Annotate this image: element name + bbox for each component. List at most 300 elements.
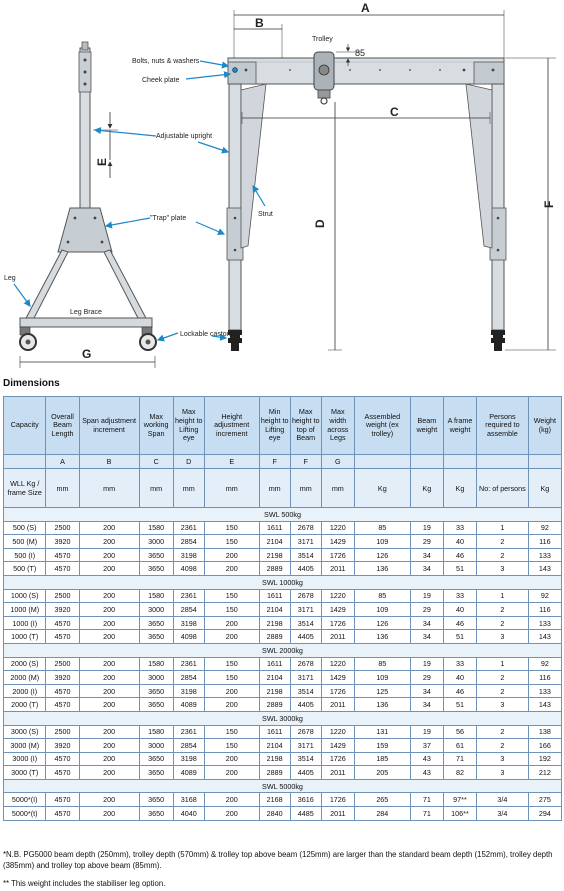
table-row — [4, 535, 562, 549]
table-row — [4, 630, 562, 644]
table-cell: 71 — [410, 793, 443, 807]
table-cell: 1580 — [139, 725, 173, 739]
header-max-working-span: Max working Span — [139, 397, 173, 455]
table-cell: 2854 — [173, 535, 204, 549]
table-cell: 3168 — [173, 793, 204, 807]
group-title: SWL 5000kg — [4, 779, 562, 793]
group-header-row — [4, 575, 562, 589]
group-title: SWL 1000kg — [4, 575, 562, 589]
table-cell: 40 — [443, 535, 476, 549]
table-cell: 143 — [528, 698, 561, 712]
table-cell: 2678 — [290, 657, 321, 671]
table-cell: 138 — [528, 725, 561, 739]
table-cell: 200 — [204, 793, 259, 807]
table-cell: 136 — [354, 630, 410, 644]
table-cell: 1726 — [321, 684, 354, 698]
table-cell: 2678 — [290, 521, 321, 535]
table-cell: 2011 — [321, 766, 354, 780]
table-cell: 4570 — [46, 630, 79, 644]
table-cell: 106** — [443, 807, 476, 821]
header-beam-weight: Beam weight — [410, 397, 443, 455]
table-cell: 200 — [79, 725, 139, 739]
callout-trap-plate: "Trap" plate — [150, 215, 187, 222]
table-cell: 3650 — [139, 698, 173, 712]
table-cell: 3171 — [290, 671, 321, 685]
table-cell: 29 — [410, 603, 443, 617]
table-cell: 150 — [204, 589, 259, 603]
unit-persons: No: of persons — [477, 469, 529, 508]
group-header-row — [4, 508, 562, 522]
table-cell: 200 — [204, 752, 259, 766]
table-cell: 3000 — [139, 671, 173, 685]
table-cell: 4089 — [173, 698, 204, 712]
table-cell: 1000 (T) — [4, 630, 46, 644]
table-cell: 4098 — [173, 630, 204, 644]
table-cell: 159 — [354, 739, 410, 753]
table-cell: 200 — [204, 562, 259, 576]
dim-label-d: D — [313, 219, 327, 228]
table-cell: 200 — [79, 698, 139, 712]
table-cell: 3000 (T) — [4, 766, 46, 780]
table-cell: 200 — [79, 562, 139, 576]
letter-cell: E — [204, 455, 259, 469]
table-cell: 200 — [204, 684, 259, 698]
table-cell: 2500 — [46, 657, 79, 671]
table-cell: 3514 — [290, 616, 321, 630]
table-row — [4, 793, 562, 807]
table-cell: 2500 — [46, 589, 79, 603]
table-row — [4, 671, 562, 685]
dim-label-f: F — [542, 200, 556, 208]
table-cell: 116 — [528, 671, 561, 685]
table-cell: 2889 — [259, 562, 290, 576]
table-cell: 143 — [528, 562, 561, 576]
table-cell: 33 — [443, 521, 476, 535]
dim-label-e: E — [95, 157, 109, 166]
table-cell: 85 — [354, 589, 410, 603]
table-cell: 2889 — [259, 698, 290, 712]
table-cell: 2 — [477, 616, 529, 630]
table-cell: 29 — [410, 671, 443, 685]
table-cell: 4570 — [46, 684, 79, 698]
header-overall-beam-length: Overall Beam Length — [46, 397, 79, 455]
header-assembled-weight: Assembled weight (ex trolley) — [354, 397, 410, 455]
table-cell: 3000 (S) — [4, 725, 46, 739]
table-cell: 3 — [477, 766, 529, 780]
letter-cell-blank — [528, 455, 561, 469]
unit-mm: mm — [139, 469, 173, 508]
table-cell: 34 — [410, 684, 443, 698]
table-cell: 136 — [354, 562, 410, 576]
table-cell: 109 — [354, 671, 410, 685]
dimensions-heading: Dimensions — [3, 378, 60, 389]
letter-cell-blank — [477, 455, 529, 469]
table-cell: 2198 — [259, 684, 290, 698]
table-cell: 3198 — [173, 616, 204, 630]
table-cell: 4570 — [46, 793, 79, 807]
unit-kg: Kg — [354, 469, 410, 508]
header-max-height-beam: Max height to top of Beam — [290, 397, 321, 455]
dimensions-table — [3, 396, 562, 821]
table-cell: 1220 — [321, 725, 354, 739]
table-cell: 19 — [410, 521, 443, 535]
table-cell: 34 — [410, 698, 443, 712]
table-cell: 3650 — [139, 630, 173, 644]
table-cell: 4570 — [46, 752, 79, 766]
table-cell: 2854 — [173, 739, 204, 753]
table-cell: 200 — [79, 603, 139, 617]
table-cell: 3000 — [139, 739, 173, 753]
table-cell: 1580 — [139, 589, 173, 603]
table-cell: 1429 — [321, 739, 354, 753]
table-cell: 4485 — [290, 807, 321, 821]
table-cell: 2000 (M) — [4, 671, 46, 685]
table-cell: 212 — [528, 766, 561, 780]
table-cell: 2 — [477, 671, 529, 685]
table-row — [4, 603, 562, 617]
table-cell: 3650 — [139, 807, 173, 821]
table-cell: 1611 — [259, 521, 290, 535]
group-title: SWL 500kg — [4, 508, 562, 522]
table-cell: 46 — [443, 616, 476, 630]
table-cell: 2011 — [321, 630, 354, 644]
table-cell: 205 — [354, 766, 410, 780]
table-cell: 51 — [443, 698, 476, 712]
table-cell: 1580 — [139, 521, 173, 535]
table-cell: 200 — [79, 616, 139, 630]
table-cell: 2198 — [259, 616, 290, 630]
table-cell: 1726 — [321, 616, 354, 630]
table-row — [4, 766, 562, 780]
table-cell: 97** — [443, 793, 476, 807]
table-cell: 2854 — [173, 603, 204, 617]
table-cell: 3000 (M) — [4, 739, 46, 753]
table-row — [4, 657, 562, 671]
table-cell: 2104 — [259, 739, 290, 753]
table-cell: 200 — [79, 671, 139, 685]
header-capacity: Capacity — [4, 397, 46, 455]
table-cell: 2011 — [321, 562, 354, 576]
table-cell: 4405 — [290, 630, 321, 644]
table-cell: 5000*(t) — [4, 807, 46, 821]
table-cell: 3920 — [46, 671, 79, 685]
header-persons: Persons required to assemble — [477, 397, 529, 455]
table-cell: 51 — [443, 562, 476, 576]
table-cell: 500 (M) — [4, 535, 46, 549]
table-cell: 19 — [410, 657, 443, 671]
table-cell: 4570 — [46, 807, 79, 821]
table-cell: 92 — [528, 521, 561, 535]
letter-cell-blank — [4, 455, 46, 469]
table-cell: 200 — [204, 630, 259, 644]
table-cell: 19 — [410, 725, 443, 739]
table-cell: 1726 — [321, 793, 354, 807]
table-cell: 37 — [410, 739, 443, 753]
table-cell: 4570 — [46, 548, 79, 562]
table-cell: 200 — [204, 548, 259, 562]
front-view-gantry — [227, 10, 556, 351]
table-cell: 200 — [79, 739, 139, 753]
table-cell: 4570 — [46, 698, 79, 712]
table-row — [4, 739, 562, 753]
table-row — [4, 589, 562, 603]
table-cell: 2000 (S) — [4, 657, 46, 671]
table-cell: 2 — [477, 535, 529, 549]
table-cell: 133 — [528, 616, 561, 630]
table-cell: 46 — [443, 548, 476, 562]
unit-kg: Kg — [410, 469, 443, 508]
table-cell: 61 — [443, 739, 476, 753]
unit-mm: mm — [204, 469, 259, 508]
table-cell: 3/4 — [477, 807, 529, 821]
table-cell: 200 — [79, 766, 139, 780]
table-cell: 40 — [443, 603, 476, 617]
table-cell: 192 — [528, 752, 561, 766]
table-cell: 4089 — [173, 766, 204, 780]
table-cell: 85 — [354, 657, 410, 671]
table-cell: 34 — [410, 548, 443, 562]
table-cell: 3171 — [290, 603, 321, 617]
table-cell: 200 — [79, 684, 139, 698]
table-cell: 200 — [79, 535, 139, 549]
table-row — [4, 698, 562, 712]
table-cell: 2889 — [259, 630, 290, 644]
table-cell: 200 — [79, 548, 139, 562]
table-cell: 166 — [528, 739, 561, 753]
table-cell: 1220 — [321, 521, 354, 535]
table-cell: 2840 — [259, 807, 290, 821]
table-cell: 4405 — [290, 562, 321, 576]
letter-cell: B — [79, 455, 139, 469]
table-cell: 150 — [204, 725, 259, 739]
table-cell: 3514 — [290, 548, 321, 562]
letter-cell: D — [173, 455, 204, 469]
table-cell: 500 (T) — [4, 562, 46, 576]
table-row — [4, 684, 562, 698]
dim-label-g: G — [82, 347, 92, 361]
table-cell: 3616 — [290, 793, 321, 807]
header-span-adjustment: Span adjustment increment — [79, 397, 139, 455]
table-cell: 3650 — [139, 548, 173, 562]
table-cell: 4570 — [46, 766, 79, 780]
header-a-frame-weight: A frame weight — [443, 397, 476, 455]
table-cell: 200 — [79, 657, 139, 671]
unit-capacity: WLL Kg / frame Size — [4, 469, 46, 508]
table-cell: 2361 — [173, 589, 204, 603]
table-cell: 3000 — [139, 535, 173, 549]
table-cell: 109 — [354, 535, 410, 549]
callout-leg-brace: Leg Brace — [70, 309, 102, 316]
dim-label-c: C — [390, 105, 399, 119]
table-cell: 71 — [443, 752, 476, 766]
table-cell: 34 — [410, 562, 443, 576]
table-cell: 56 — [443, 725, 476, 739]
table-cell: 3171 — [290, 535, 321, 549]
header-max-height-lifting-eye: Max height to Lifting eye — [173, 397, 204, 455]
table-cell: 1429 — [321, 603, 354, 617]
table-cell: 3000 — [139, 603, 173, 617]
header-max-width-legs: Max width across Legs — [321, 397, 354, 455]
table-cell: 3 — [477, 562, 529, 576]
table-cell: 34 — [410, 630, 443, 644]
table-cell: 133 — [528, 548, 561, 562]
table-cell: 2000 (I) — [4, 684, 46, 698]
table-cell: 200 — [79, 630, 139, 644]
table-cell: 3514 — [290, 684, 321, 698]
table-cell: 3198 — [173, 548, 204, 562]
table-cell: 2198 — [259, 752, 290, 766]
table-cell: 51 — [443, 630, 476, 644]
table-cell: 92 — [528, 657, 561, 671]
table-cell: 150 — [204, 739, 259, 753]
table-cell: 3/4 — [477, 793, 529, 807]
table-cell: 200 — [204, 698, 259, 712]
table-cell: 46 — [443, 684, 476, 698]
table-cell: 43 — [410, 752, 443, 766]
table-cell: 4405 — [290, 766, 321, 780]
table-body — [4, 508, 562, 821]
letter-cell: F — [290, 455, 321, 469]
letter-cell: G — [321, 455, 354, 469]
table-cell: 2198 — [259, 548, 290, 562]
callout-cheek-plate: Cheek plate — [142, 77, 180, 84]
table-cell: 3650 — [139, 766, 173, 780]
callout-lockable-castors: Lockable castors — [180, 331, 233, 338]
table-cell: 150 — [204, 535, 259, 549]
group-header-row — [4, 711, 562, 725]
letter-cell: C — [139, 455, 173, 469]
table-cell: 143 — [528, 630, 561, 644]
header-height-adjustment: Height adjustment increment — [204, 397, 259, 455]
table-cell: 2104 — [259, 535, 290, 549]
table-cell: 294 — [528, 807, 561, 821]
table-cell: 19 — [410, 589, 443, 603]
table-cell: 4098 — [173, 562, 204, 576]
table-cell: 116 — [528, 535, 561, 549]
table-cell: 2 — [477, 684, 529, 698]
unit-mm: mm — [321, 469, 354, 508]
table-cell: 34 — [410, 616, 443, 630]
table-cell: 2000 (T) — [4, 698, 46, 712]
table-cell: 1611 — [259, 589, 290, 603]
table-cell: 1611 — [259, 725, 290, 739]
table-cell: 2104 — [259, 671, 290, 685]
unit-mm: mm — [173, 469, 204, 508]
table-cell: 200 — [79, 589, 139, 603]
table-cell: 33 — [443, 657, 476, 671]
table-row — [4, 725, 562, 739]
table-cell: 150 — [204, 657, 259, 671]
table-cell: 131 — [354, 725, 410, 739]
table-cell: 1220 — [321, 657, 354, 671]
table-cell: 150 — [204, 603, 259, 617]
table-cell: 3 — [477, 752, 529, 766]
unit-kg: Kg — [528, 469, 561, 508]
dim-label-a: A — [361, 1, 370, 15]
unit-mm: mm — [79, 469, 139, 508]
table-cell: 150 — [204, 671, 259, 685]
table-row — [4, 807, 562, 821]
table-cell: 85 — [354, 521, 410, 535]
table-cell: 3650 — [139, 752, 173, 766]
table-cell: 71 — [410, 807, 443, 821]
table-cell: 3650 — [139, 793, 173, 807]
table-cell: 1429 — [321, 671, 354, 685]
table-cell: 200 — [204, 616, 259, 630]
table-cell: 2854 — [173, 671, 204, 685]
letter-cell: A — [46, 455, 79, 469]
table-cell: 1 — [477, 521, 529, 535]
header-weight: Weight (kg) — [528, 397, 561, 455]
table-cell: 200 — [79, 521, 139, 535]
table-cell: 1000 (I) — [4, 616, 46, 630]
table-row — [4, 752, 562, 766]
table-cell: 1000 (S) — [4, 589, 46, 603]
callout-strut: Strut — [258, 211, 273, 218]
letter-cell-blank — [443, 455, 476, 469]
table-cell: 275 — [528, 793, 561, 807]
table-cell: 2678 — [290, 589, 321, 603]
table-cell: 3650 — [139, 562, 173, 576]
table-cell: 3 — [477, 698, 529, 712]
callout-bolts: Bolts, nuts & washers — [132, 58, 200, 65]
table-cell: 133 — [528, 684, 561, 698]
table-cell: 1 — [477, 657, 529, 671]
dim-label-b: B — [255, 16, 264, 30]
table-cell: 265 — [354, 793, 410, 807]
table-cell: 1220 — [321, 589, 354, 603]
table-cell: 125 — [354, 684, 410, 698]
table-cell: 3650 — [139, 684, 173, 698]
table-cell: 200 — [204, 766, 259, 780]
table-cell: 2361 — [173, 657, 204, 671]
letter-cell: F — [259, 455, 290, 469]
table-cell: 1611 — [259, 657, 290, 671]
table-cell: 82 — [443, 766, 476, 780]
table-cell: 200 — [79, 807, 139, 821]
table-cell: 5000*(I) — [4, 793, 46, 807]
table-cell: 2 — [477, 548, 529, 562]
callout-trolley: Trolley — [312, 36, 333, 43]
table-cell: 2168 — [259, 793, 290, 807]
unit-mm: mm — [46, 469, 79, 508]
table-cell: 126 — [354, 616, 410, 630]
table-cell: 109 — [354, 603, 410, 617]
table-cell: 116 — [528, 603, 561, 617]
table-cell: 150 — [204, 521, 259, 535]
table-cell: 1726 — [321, 548, 354, 562]
table-cell: 2011 — [321, 807, 354, 821]
footnote-beam-depth: *N.B. PG5000 beam depth (250mm), trolley depth (570mm) & trolley top above beam (125mm) are larger than the standard beam depth (152mm), trolley depth (385mm) and trolley top above beam (85mm). — [3, 850, 553, 870]
unit-mm: mm — [290, 469, 321, 508]
table-cell: 200 — [79, 752, 139, 766]
callout-leg: Leg — [4, 275, 16, 282]
footnote-stabiliser: ** This weight includes the stabiliser leg option. — [3, 879, 166, 888]
group-title: SWL 2000kg — [4, 643, 562, 657]
table-cell: 1726 — [321, 752, 354, 766]
table-cell: 2500 — [46, 521, 79, 535]
table-cell: 43 — [410, 766, 443, 780]
table-cell: 33 — [443, 589, 476, 603]
table-cell: 2889 — [259, 766, 290, 780]
table-cell: 4570 — [46, 616, 79, 630]
table-cell: 40 — [443, 671, 476, 685]
table-cell: 2678 — [290, 725, 321, 739]
header-min-height-lifting-eye: Min height to Lifting eye — [259, 397, 290, 455]
table-cell: 3920 — [46, 739, 79, 753]
footnotes — [3, 850, 561, 890]
table-row — [4, 616, 562, 630]
